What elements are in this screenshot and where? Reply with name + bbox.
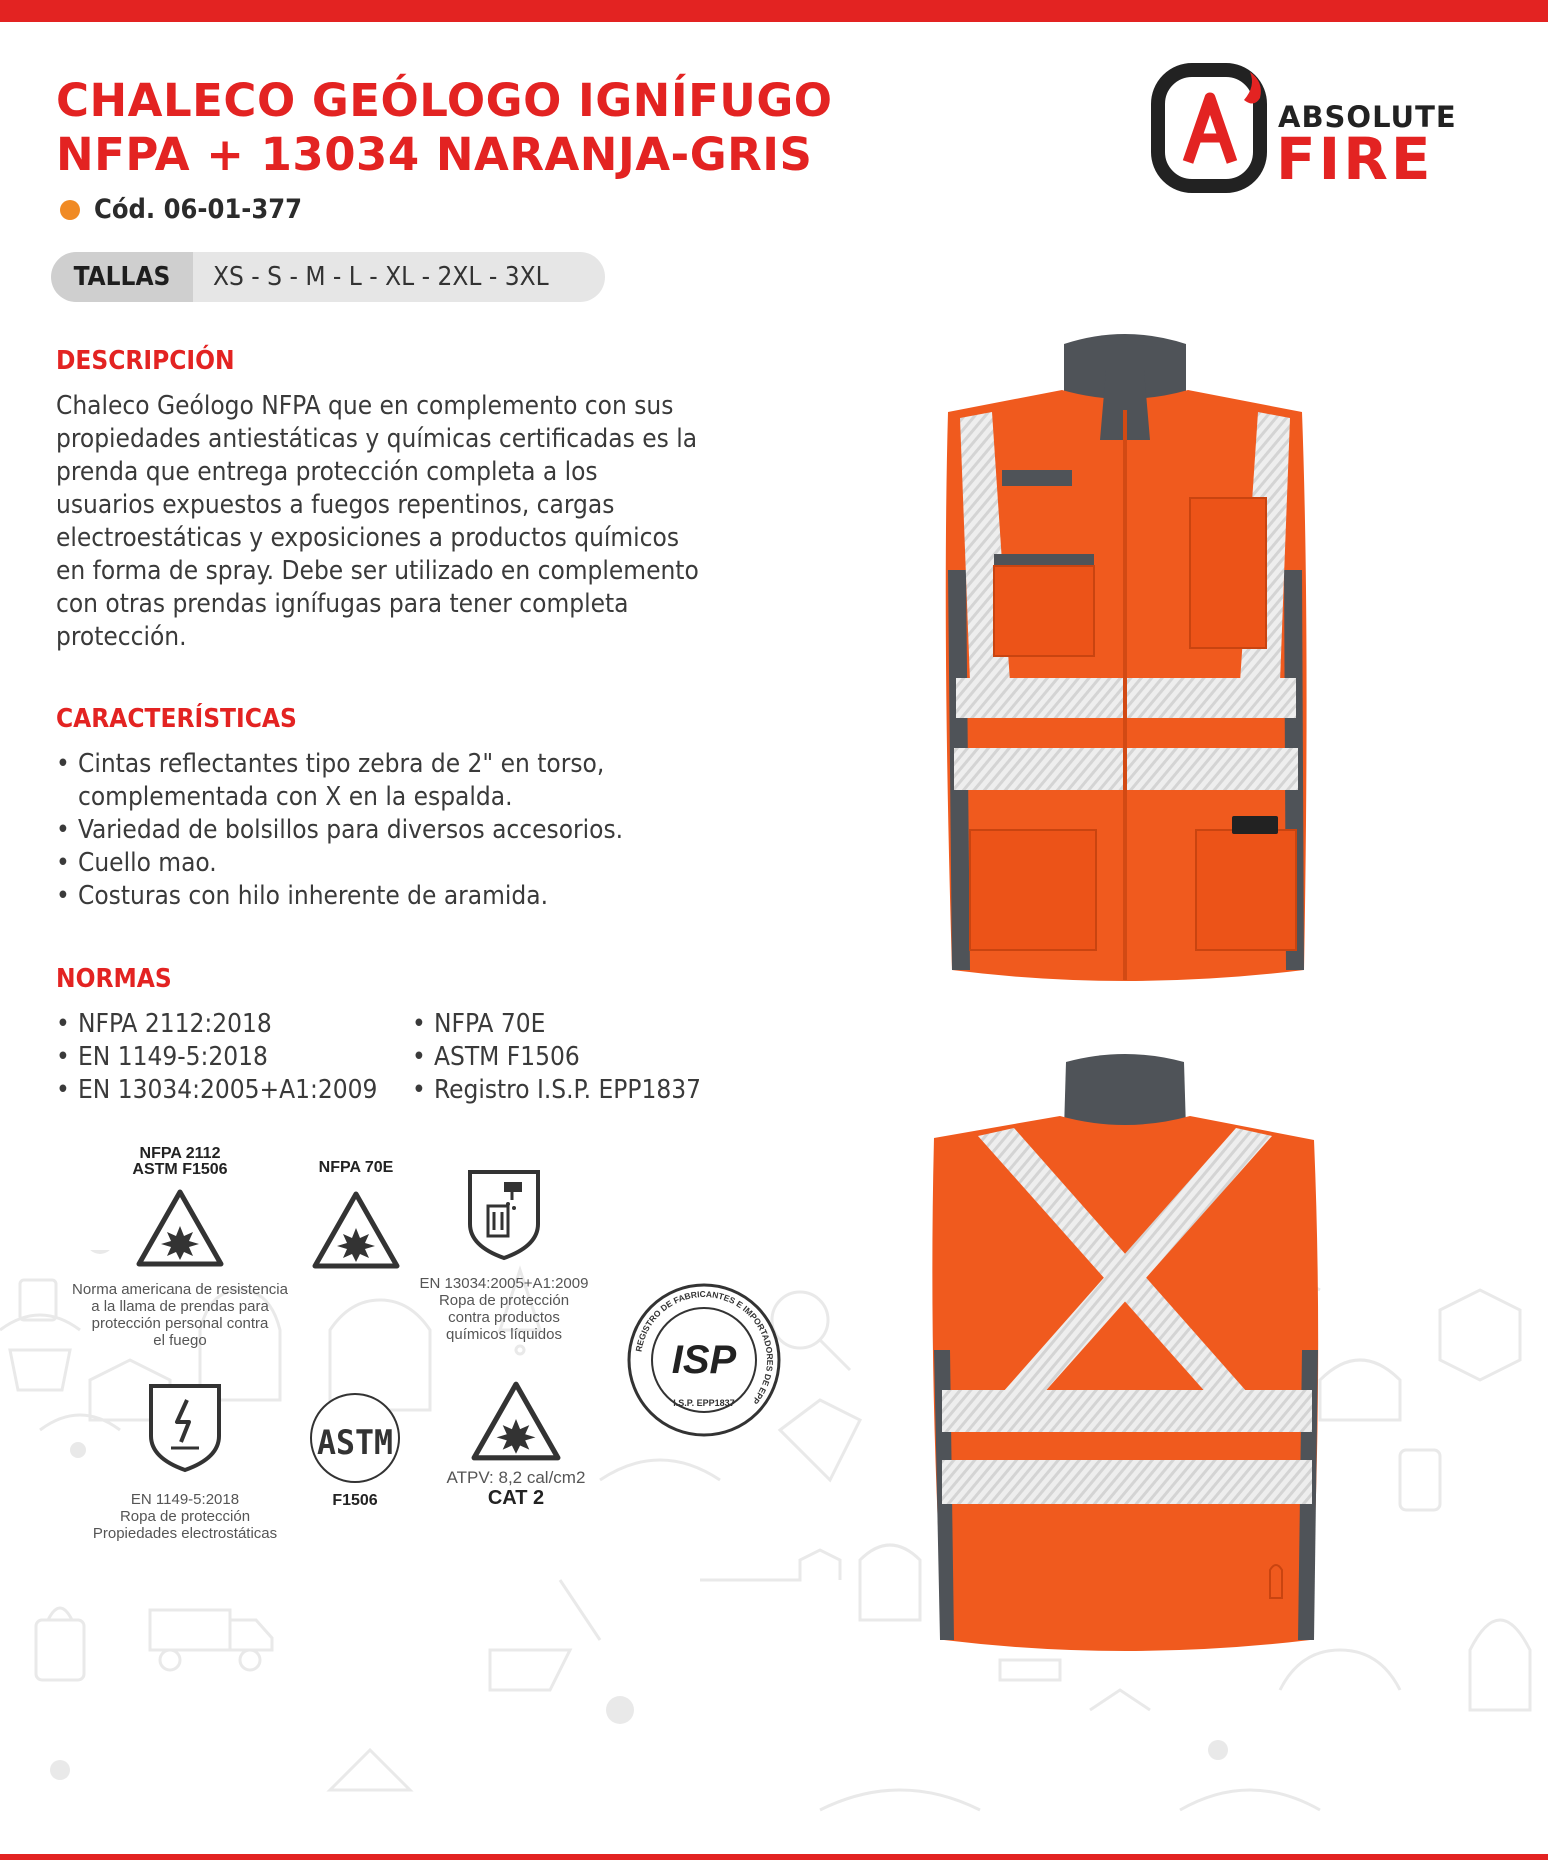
cert-heading: NFPA 70E	[318, 1159, 394, 1176]
norm-item: • ASTM F1506	[412, 1041, 752, 1074]
norm-item: • EN 1149-5:2018	[56, 1041, 416, 1074]
norm-item: • EN 13034:2005+A1:2009	[56, 1074, 416, 1107]
cert-astm	[300, 1390, 410, 1509]
bullet-dot-icon	[60, 200, 80, 220]
atpv-category: CAT 2	[487, 1487, 545, 1509]
cert-caption: el fuego	[153, 1332, 207, 1349]
bottom-accent-bar	[0, 1854, 1548, 1860]
sizes-values: XS - S - M - L - XL - 2XL - 3XL	[213, 262, 549, 292]
flame-hazard-triangle-icon	[311, 1190, 401, 1270]
electrostatic-shield-icon	[147, 1380, 223, 1474]
isp-ring-text: REGISTRO DE FABRICANTES E IMPORTADORES DE EPP	[633, 1288, 776, 1407]
product-title-line1: CHALECO GEÓLOGO IGNÍFUGO	[56, 74, 833, 127]
vest-front-image	[930, 330, 1320, 990]
atpv-value: ATPV: 8,2 cal/cm2	[446, 1468, 586, 1487]
description-line: electroestáticas y exposiciones a productos químicos	[56, 523, 680, 553]
description-text	[56, 390, 746, 654]
product-title-line2: NFPA + 13034 NARANJA-GRIS	[56, 128, 813, 181]
isp-seal-icon	[624, 1280, 784, 1440]
arc-flash-triangle-icon	[470, 1380, 562, 1462]
cert-nfpa2112	[50, 1146, 310, 1349]
description-line: Chaleco Geólogo NFPA que en complemento con sus	[56, 391, 674, 421]
norm-item: • NFPA 70E	[412, 1008, 752, 1041]
flame-hazard-triangle-icon	[135, 1188, 225, 1268]
cert-caption: químicos líquidos	[446, 1326, 562, 1343]
features-heading: CARACTERÍSTICAS	[56, 704, 297, 734]
features-list	[56, 748, 706, 913]
feature-item: • Costuras con hilo inherente de aramida.	[56, 880, 706, 913]
cert-heading: NFPA 2112	[139, 1145, 221, 1162]
astm-logo-text: ASTM	[317, 1423, 393, 1463]
norms-list-left	[56, 1008, 416, 1107]
cert-caption: a la llama de prendas para	[91, 1298, 269, 1315]
description-line: propiedades antiestáticas y químicas certificadas es la	[56, 424, 698, 454]
top-accent-bar	[0, 0, 1548, 22]
product-code-text: Cód. 06-01-377	[94, 194, 303, 225]
description-line: usuarios expuestos a fuegos repentinos, cargas	[56, 490, 615, 520]
cert-caption: protección personal contra	[91, 1315, 269, 1332]
feature-item: • Cintas reflectantes tipo zebra de 2" en torso, complementada con X en la espalda.	[56, 748, 706, 814]
cert-caption: Ropa de protección	[438, 1292, 570, 1309]
sizes-pill	[51, 252, 605, 302]
norms-list-right	[412, 1008, 752, 1107]
cert-caption: EN 13034:2005+A1:2009	[419, 1275, 589, 1292]
product-title	[56, 74, 833, 182]
description-line: protección.	[56, 622, 187, 652]
isp-center-text: ISP	[671, 1338, 737, 1382]
astm-logo-icon	[305, 1390, 405, 1486]
cert-atpv	[426, 1380, 606, 1510]
cert-caption: Ropa de protección	[119, 1508, 251, 1525]
cert-caption: Propiedades electrostáticas	[92, 1525, 278, 1542]
description-line: con otras prendas ignífugas para tener completa	[56, 589, 629, 619]
norm-item: • NFPA 2112:2018	[56, 1008, 416, 1041]
cert-en13034	[404, 1166, 604, 1343]
cert-caption: contra productos	[448, 1309, 560, 1326]
feature-item: • Variedad de bolsillos para diversos accesorios.	[56, 814, 706, 847]
sizes-label: TALLAS	[51, 252, 193, 302]
isp-bottom-text: I.S.P. EPP1837	[673, 1398, 735, 1408]
cert-caption: EN 1149-5:2018	[130, 1491, 240, 1508]
chemical-protection-shield-icon	[466, 1166, 542, 1262]
product-code	[60, 194, 302, 225]
cert-en1149	[70, 1380, 300, 1542]
feature-item: • Cuello mao.	[56, 847, 706, 880]
brand-name-line1: ABSOLUTE	[1278, 100, 1457, 134]
description-line: en forma de spray. Debe ser utilizado en complemento	[56, 556, 699, 586]
description-heading: DESCRIPCIÓN	[56, 346, 235, 376]
norm-item: • Registro I.S.P. EPP1837	[412, 1074, 752, 1107]
cert-nfpa70e	[296, 1160, 416, 1275]
cert-heading: F1506	[332, 1492, 378, 1509]
norms-heading: NORMAS	[56, 964, 172, 994]
description-line: prenda que entrega protección completa a los	[56, 457, 598, 487]
vest-back-image	[920, 1050, 1330, 1660]
cert-caption: Norma americana de resistencia	[72, 1281, 288, 1298]
cert-heading: ASTM F1506	[132, 1161, 228, 1178]
brand-name-line2: FIRE	[1276, 125, 1434, 193]
